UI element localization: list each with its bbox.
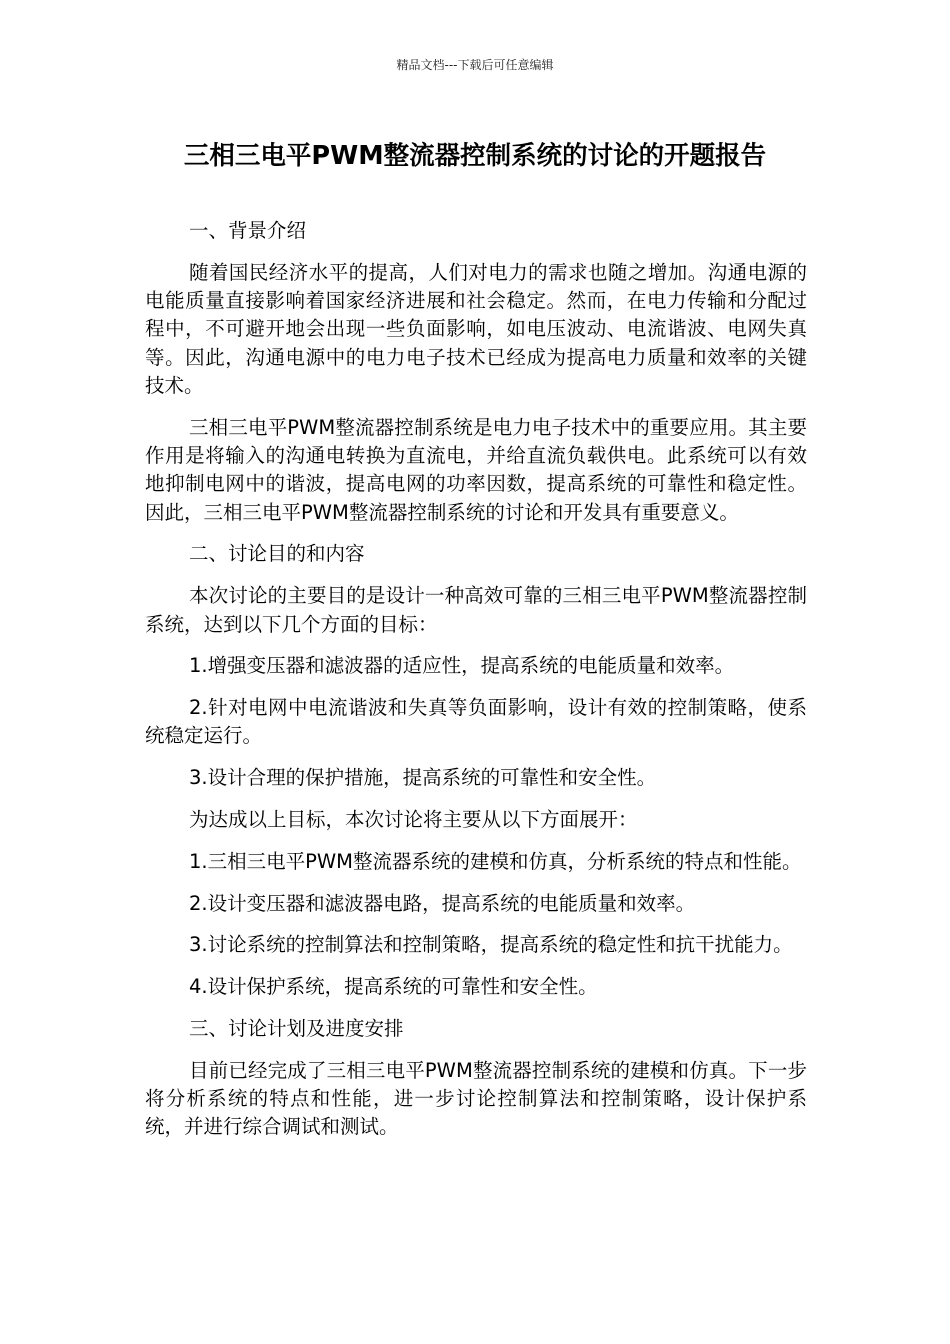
section-heading-goals: 二、讨论目的和内容 — [189, 542, 365, 566]
document-title: 三相三电平PWM整流器控制系统的讨论的开题报告 — [183, 141, 767, 171]
content-item-4: 4.设计保护系统，提高系统的可靠性和安全性。 — [189, 975, 598, 999]
section-heading-background: 一、背景介绍 — [189, 219, 307, 242]
section-heading-plan: 三、讨论计划及进度安排 — [189, 1017, 404, 1041]
header-note: 精品文档---下载后可任意编辑 — [396, 58, 554, 72]
document-body — [145, 217, 807, 1142]
goal-item-1: 1.增强变压器和滤波器的适应性，提高系统的电能质量和效率。 — [189, 654, 735, 678]
goal-item-3: 3.设计合理的保护措施，提高系统的可靠性和安全性。 — [189, 766, 657, 790]
content-item-1: 1.三相三电平PWM整流器系统的建模和仿真，分析系统的特点和性能。 — [189, 849, 802, 873]
plan-paragraph: 目前已经完成了三相三电平PWM整流器控制系统的建模和仿真。下一步将分析系统的特点和性能，进一步讨论控制算法和控制策略，设计保护系统，并进行综合调试和测试。 — [145, 1058, 807, 1139]
goals-intro-paragraph: 本次讨论的主要目的是设计一种高效可靠的三相三电平PWM整流器控制系统，达到以下几个方面的目标： — [145, 584, 807, 636]
content-item-3: 3.讨论系统的控制算法和控制策略，提高系统的稳定性和抗干扰能力。 — [189, 933, 793, 957]
goal-item-2: 2.针对电网中电流谐波和失真等负面影响，设计有效的控制策略，使系统稳定运行。 — [145, 696, 807, 748]
content-intro-paragraph: 为达成以上目标，本次讨论将主要从以下方面展开： — [189, 808, 638, 832]
background-paragraph-1: 随着国民经济水平的提高，人们对电力的需求也随之增加。沟通电源的电能质量直接影响着国家经济进展和社会稳定。然而，在电力传输和分配过程中，不可避开地会出现一些负面影响，如电压波动、电流谐波、电网失真等。因此，沟通电源中的电力电子技术已经成为提高电力质量和效率的关键技术。 — [145, 260, 807, 397]
content-item-2: 2.设计变压器和滤波器电路，提高系统的电能质量和效率。 — [189, 891, 696, 915]
background-paragraph-2: 三相三电平PWM整流器控制系统是电力电子技术中的重要应用。其主要作用是将输入的沟通电转换为直流电，并给直流负载供电。此系统可以有效地抑制电网中的谐波，提高电网的功率因数，提高系统的可靠性和稳定性。因此，三相三电平PWM整流器控制系统的讨论和开发具有重要意义。 — [145, 415, 807, 524]
